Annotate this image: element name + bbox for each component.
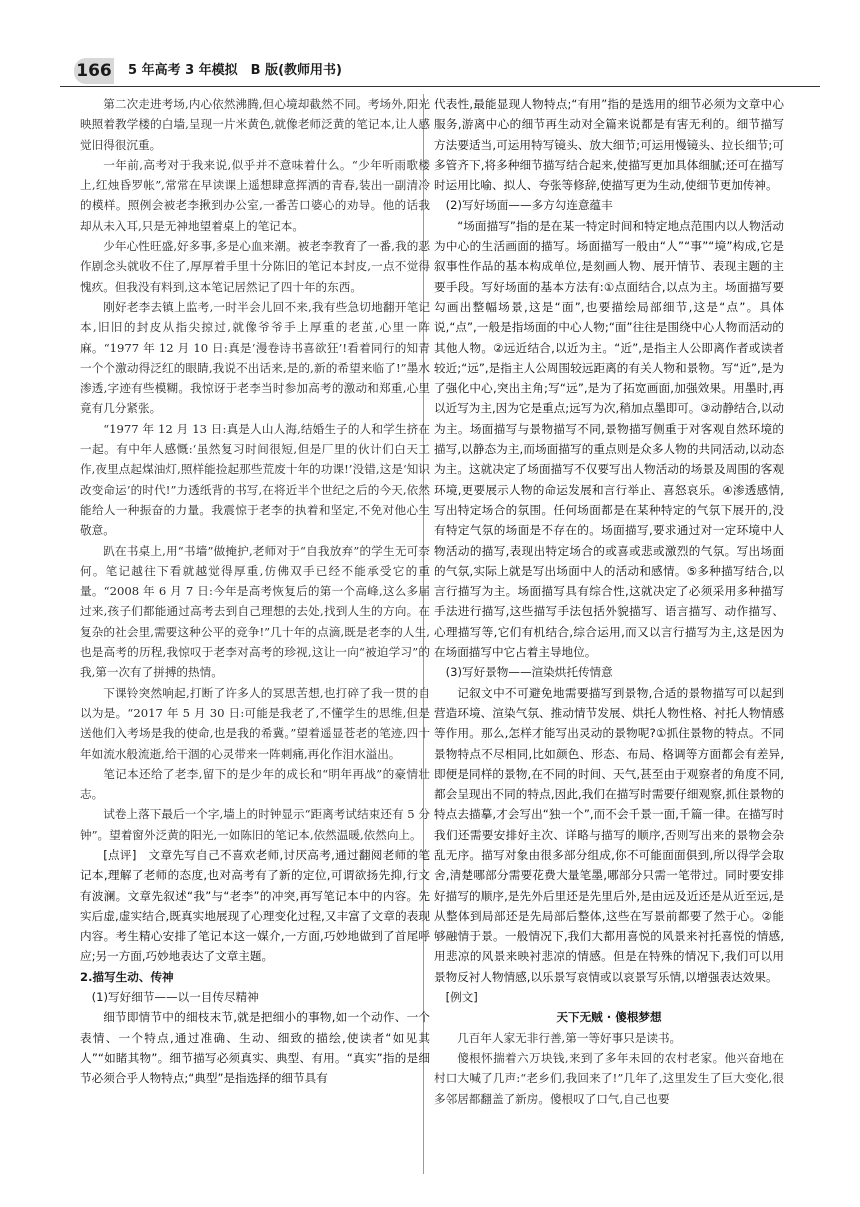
- left-column: [80, 94, 430, 1089]
- essay-paragraph: 第二次走进考场,内心依然沸腾,但心境却截然不同。考场外,阳光映照着教学楼的白墙,呈现一片米黄色,就像老师泛黄的笔记本,让人感觉旧得很沉重。: [80, 97, 430, 152]
- running-title: 5 年高考 3 年模拟 B 版(教师用书): [128, 63, 342, 78]
- example-paragraph: 傻根怀揣着六万块钱,来到了多年未回的农村老家。他兴奋地在村口大喊了几声:“老乡们,我回来了!”几年了,这里发生了巨大变化,很多邻居都翻盖了新房。傻根叹了口气,自己也要: [434, 1050, 784, 1106]
- section-heading: 2.描写生动、传神: [80, 969, 174, 984]
- subsection-heading: (1)写好细节——以一目传尽精神: [91, 990, 259, 1005]
- essay-paragraph: 试卷上落下最后一个字,墙上的时钟显示“距离考试结束还有 5 分钟”。望着窗外泛黄的阳光,一如陈旧的笔记本,依然温暖,依然向上。: [80, 807, 430, 842]
- right-column: [434, 94, 784, 1109]
- page-header: [60, 58, 820, 86]
- body-paragraph: 代表性,最能显现人物特点;“有用”指的是选用的细节必须为文章中心服务,游离中心的细节再生动对全篇来说都是有害无利的。细节描写方法要适当,可运用特写镜头、放大细节;可运用慢镜头、拉长细节;可多管齐下,将多种细节描写结合起来,使描写更加具体细腻;还可在描写时运用比喻、拟人、夸张等修辞,使描写更为生动,使细节更加传神。: [434, 97, 784, 193]
- essay-paragraph: “1977 年 12 月 13 日:真是人山人海,结婚生子的人和学生挤在一起。有中年人感慨:‘虽然复习时间很短,但是厂里的伙计们白天工作,夜里点起煤油灯,照样能捡起那些荒废十年的功课!’没错,这是‘知识改变命运’的时代!”力透纸背的书写,在将近半个世纪之后的今天,依然能给人一种振奋的力量。我震惊于老李的执着和坚定,不免对他心生敬意。: [80, 421, 430, 538]
- subsection-heading: (3)写好景物——渲染烘托传情意: [445, 665, 613, 680]
- essay-paragraph: 一年前,高考对于我来说,似乎并不意味着什么。“少年听雨歌楼上,红烛昏罗帐”,常常在早读课上遥想肆意挥洒的青春,装出一副清冷的模样。照例会被老李揪到办公室,一番苦口婆心的劝导。他的话我却从未入耳,只是无神地望着桌上的笔记本。: [80, 157, 430, 233]
- body-paragraph: 记叙文中不可避免地需要描写到景物,合适的景物描写可以起到营造环境、渲染气氛、推动情节发展、烘托人物性格、衬托人物情感等作用。那么,怎样才能写出灵动的景物呢?①抓住景物的特点。不同景物特点不尽相同,比如颜色、形态、布局、格调等方面都会有差异,即便是同样的景物,在不同的时间、天气,甚至由于观察者的角度不同,都会呈现出不同的特点,因此,我们在描写时需要仔细观察,抓住景物的特点去描摹,才会写出“独一个”,而不会千景一面,千篇一律。在描写时我们还需要安排好主次、详略与描写的顺序,否则写出来的景物会杂乱无序。描写对象由很多部分组成,你不可能面面俱到,所以得学会取舍,清楚哪部分需要花费大量笔墨,哪部分只需一笔带过。同时要安排好描写的顺序,是先外后里还是先里后外,是由远及近还是从近至远,是从整体到局部还是先局部后整体,这些在写景前都要了然于心。②能够融情于景。一般情况下,我们大都用喜悦的风景来衬托喜悦的情感,用悲凉的风景来映衬悲凉的情感。但是在特殊的情况下,我们可以用景物反衬人物情感,以乐景写哀情或以哀景写乐情,以增强表达效果。: [434, 685, 784, 984]
- essay-paragraph: 刚好老李去镇上监考,一时半会儿回不来,我有些急切地翻开笔记本,旧旧的封皮从指尖掠过,就像爷爷手上厚重的老茧,心里一阵麻。“1977 年 12 月 10 日:真是‘漫卷诗书喜欲狂’!看着同行的知青一个个激动得泛红的眼睛,我说不出话来,是的,新的希望来临了!”墨水渗透,字迹有些模糊。我惊讶于老李当时参加高考的激动和郑重,心里竟有几分紧张。: [80, 299, 430, 416]
- example-title: 天下无贼 · 傻根梦想: [556, 1010, 662, 1025]
- body-paragraph: 细节即情节中的细枝末节,就是把细小的事物,如一个动作、一个表情、一个特点,通过准确、生动、细致的描绘,使读者“如见其人”“如睹其物”。细节描写必须真实、典型、有用。“真实”指的是细节必须合乎人物特点;“典型”是指选择的细节具有: [80, 1010, 430, 1086]
- essay-paragraph: 少年心性旺盛,好多事,多是心血来潮。被老李教育了一番,我的恶作剧念头就收不住了,厚厚着手里十分陈旧的笔记本封皮,一点不觉得愧疚。但我没有料到,这本笔记居然记了四十年的东西。: [80, 239, 430, 294]
- essay-paragraph: 笔记本还给了老李,留下的是少年的成长和“明年再战”的豪情壮志。: [80, 766, 430, 802]
- essay-paragraph: 趴在书桌上,用“书墙”做掩护,老师对于“自我放弃”的学生无可奈何。笔记越往下看就越觉得厚重,仿佛双手已经不能承受它的重量。“2008 年 6 月 7 日:今年是高考恢复后的第一个高峰,这么多届过来,孩子们都能通过高考去到自己理想的去处,找到人生的方向。在复杂的社会里,需要这种公平的竞争!”几十年的点滴,既是老李的人生,也是高考的历程,我惊叹于老李对高考的珍视,这让一向“被迫学习”的我,第一次有了拼搏的热情。: [80, 543, 430, 680]
- example-paragraph: 几百年人家无非行善,第一等好事只是读书。: [457, 1030, 682, 1045]
- example-label: [例文]: [445, 990, 478, 1005]
- commentary: [点评] 文章先写自己不喜欢老师,讨厌高考,通过翻阅老师的笔记本,理解了老师的态度,也对高考有了新的定位,可谓欲扬先抑,行文有波澜。文章先叙述“我”与“老李”的冲突,再写笔记本中的内容。先实后虚,虚实结合,既真实地展现了心理变化过程,又丰富了文章的表现内容。考生精心安排了笔记本这一媒介,一方面,巧妙地做到了首尾呼应;另一方面,巧妙地表达了文章主题。: [80, 847, 430, 964]
- body-paragraph: “场面描写”指的是在某一特定时间和特定地点范围内以人物活动为中心的生活画面的描写。场面描写一般由“人”“事”“境”构成,它是叙事性作品的基本构成单位,是刻画人物、展开情节、表现主题的主要手段。写好场面的基本方法有:①点面结合,以点为主。场面描写要勾画出整幅场景,这是“面”,也要描绘局部细节,这是“点”。具体说,“点”,一般是指场面的中心人物;“面”往往是围绕中心人物而活动的其他人物。②远近结合,以近为主。“近”,是指主人公即离作者或读者较近;“远”,是指主人公周围较远距离的有关人物和景物。写“近”,是为了强化中心,突出主角;写“远”,是为了拓宽画面,加强效果。用墨时,再以近写为主,因为它是重点;远写为次,稍加点墨即可。③动静结合,以动为主。场面描写与景物描写不同,景物描写侧重于对客观自然环境的描写,以静态为主,而场面描写的重点则是众多人物的共同活动,以动态为主。这就决定了场面描写不仅要写出人物活动的场景及周围的客观环境,更要展示人物的命运发展和言行举止、喜怒哀乐。④渗透感情,写出特定场合的氛围。任何场面都是在某种特定的气氛下展开的,没有特定气氛的场面是不存在的。场面描写,要求通过对一定环境中人物活动的描写,表现出特定场合的或喜或悲或激烈的气氛。写出场面的气氛,实际上就是写出场面中人的活动和感情。⑤多种描写结合,以言行描写为主。场面描写具有综合性,这就决定了必须采用多种描写手法进行描写,这些描写手法包括外貌描写、语言描写、动作描写、心理描写等,它们有机结合,综合运用,而又以言行描写为主,这是因为在场面描写中它占着主导地位。: [434, 218, 784, 660]
- essay-paragraph: 下课铃突然响起,打断了许多人的冥思苦想,也打碎了我一贯的自以为是。“2017 年 5 月 30 日:可能是我老了,不懂学生的思维,但是送他们入考场是我的使命,也是我的希冀。”望着遥显苍老的笔迹,四十年如流水般流逝,给干涸的心灵带来一阵刺痛,再化作泪水溢出。: [80, 685, 430, 761]
- page-number: 166: [74, 58, 114, 84]
- subsection-heading: (2)写好场面——多方勾连意蕴丰: [445, 198, 613, 213]
- header-rule: [60, 86, 820, 87]
